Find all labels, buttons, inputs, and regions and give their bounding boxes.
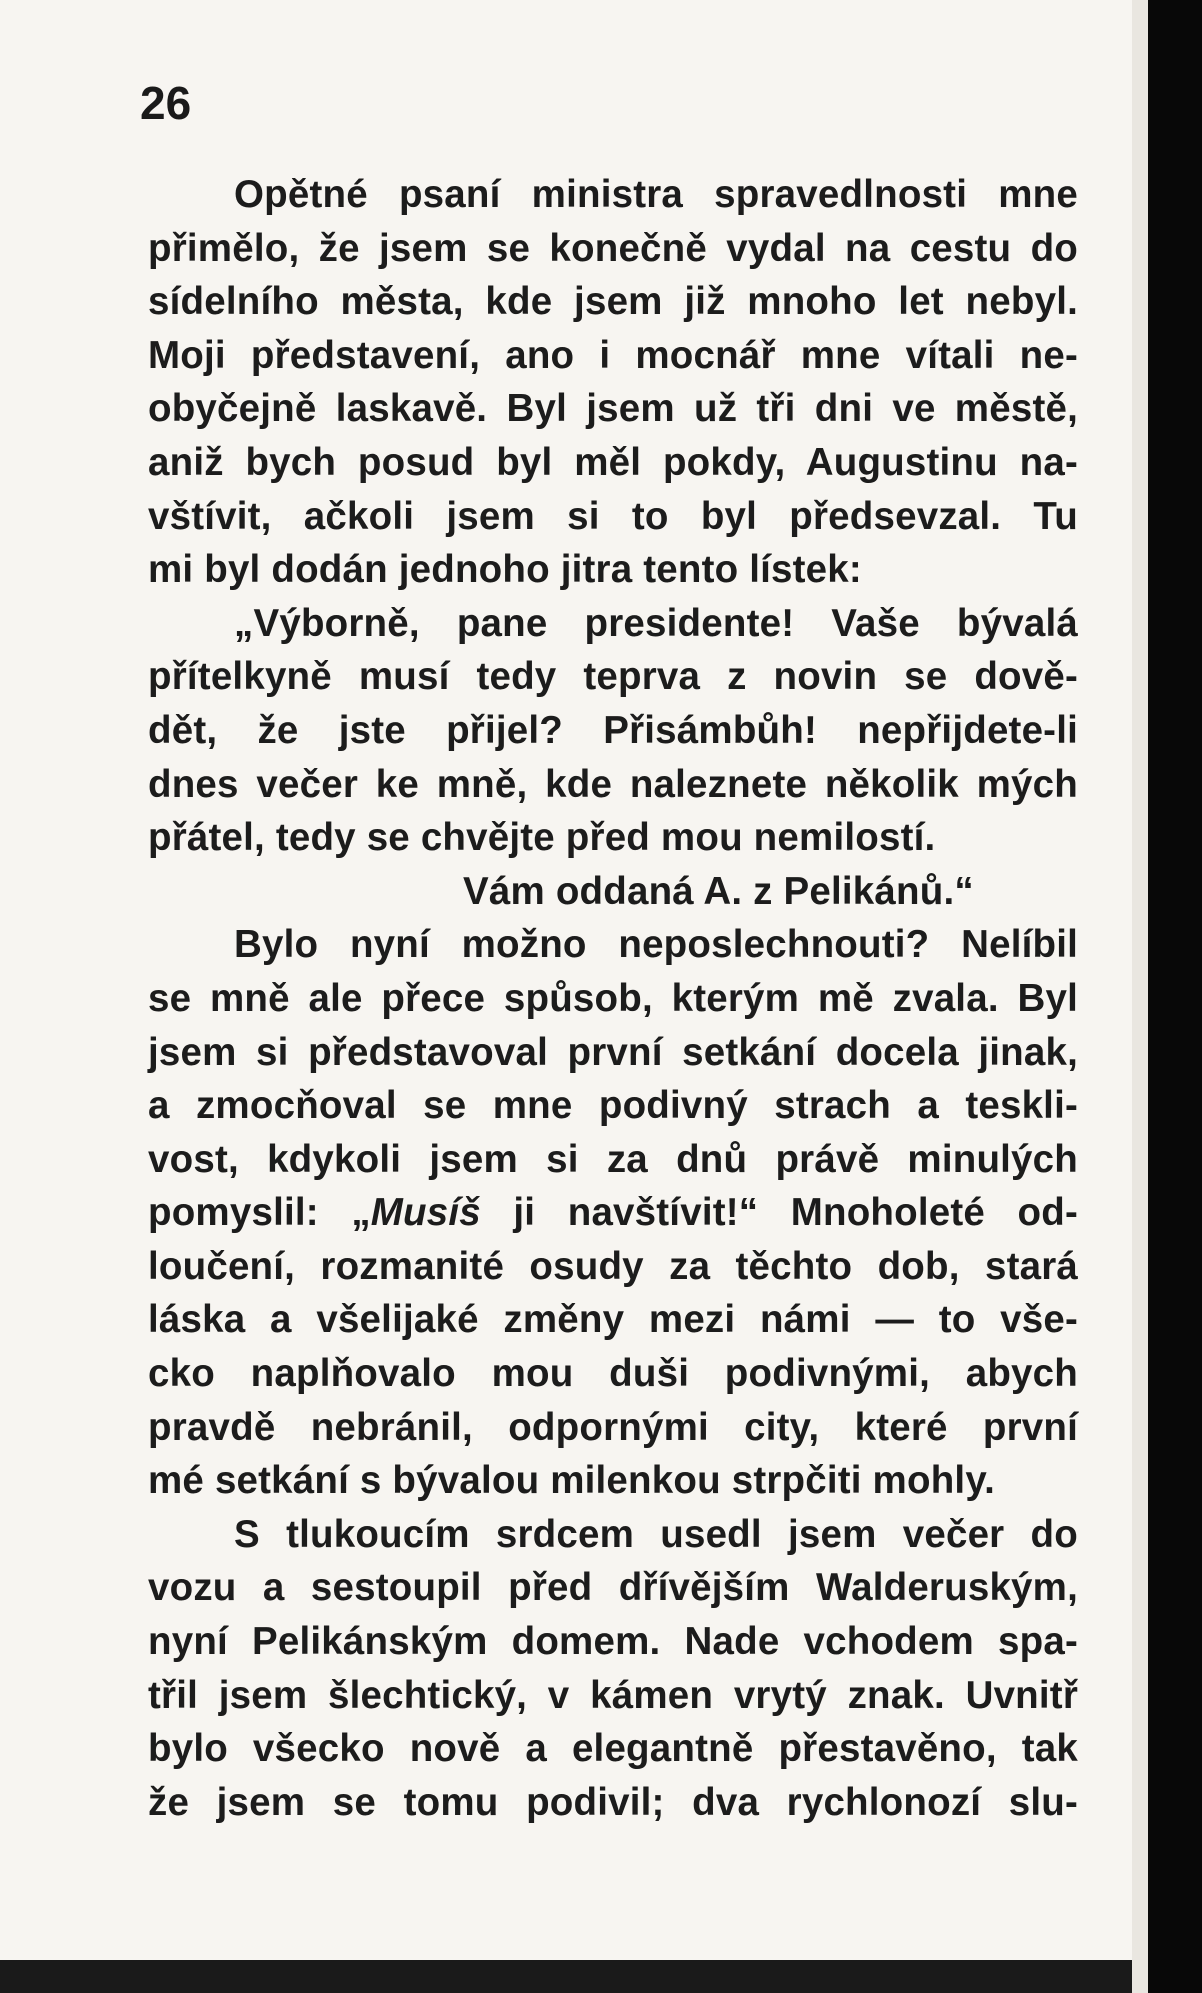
text-line: „Výborně, pane presidente! Vaše bývalá xyxy=(234,601,1078,645)
text-line: láska a všelijaké změny mezi námi — to vše- xyxy=(148,1298,1078,1342)
italic-text: Musíš xyxy=(370,1191,481,1235)
text-line: přimělo, že jsem se konečně vydal na cestu do xyxy=(148,226,1078,270)
text-line: přítelkyně musí tedy teprva z novin se dově- xyxy=(148,655,1078,699)
text-line: mi byl dodán jednoho jitra tento lístek: xyxy=(148,548,862,592)
text-line: Bylo nyní možno neposlechnouti? Nelíbil xyxy=(234,923,1078,967)
text-line: jsem si představoval první setkání docela jinak, xyxy=(148,1030,1078,1074)
text-segment: ji navštívit!“ Mnoholeté od- xyxy=(480,1191,1078,1235)
text-line: dět, že jste přijel? Přisámbůh! nepřijdete-li xyxy=(148,708,1078,752)
text-line: nyní Pelikánským domem. Nade vchodem spa- xyxy=(148,1620,1078,1664)
text-line: vost, kdykoli jsem si za dnů právě minulých xyxy=(148,1137,1078,1181)
page-number: 26 xyxy=(140,77,192,129)
text-line: aniž bych posud byl měl pokdy, Augustinu na- xyxy=(148,440,1078,484)
text-line: třil jsem šlechtický, v kámen vrytý znak. Uvnitř xyxy=(148,1673,1078,1717)
text-line: bylo všecko nově a elegantně přestavěno, tak xyxy=(148,1727,1078,1771)
text-line: S tlukoucím srdcem usedl jsem večer do xyxy=(234,1512,1078,1556)
text-line: přátel, tedy se chvějte před mou nemilostí. xyxy=(148,816,936,860)
text-line: mé setkání s bývalou milenkou strpčiti mohly. xyxy=(148,1459,995,1503)
text-line: vozu a sestoupil před dřívějším Walderuským, xyxy=(148,1566,1078,1610)
text-line: Opětné psaní ministra spravedlnosti mne xyxy=(234,173,1078,216)
text-line: dnes večer ke mně, kde naleznete několik mých xyxy=(148,762,1078,806)
page-edge xyxy=(1132,0,1148,1993)
text-line: a zmocňoval se mne podivný strach a teskli- xyxy=(148,1084,1078,1128)
body-text xyxy=(148,168,1078,1829)
text-line: sídelního města, kde jsem již mnoho let nebyl. xyxy=(148,280,1078,324)
scan-border xyxy=(1148,0,1202,1993)
text-line: cko naplňovalo mou duši podivnými, abych xyxy=(148,1352,1078,1396)
text-line: že jsem se tomu podivil; dva rychlonozí slu- xyxy=(148,1780,1078,1824)
text-line: vštívit, ačkoli jsem si to byl předsevzal. Tu xyxy=(148,494,1078,538)
text-line: Moji představení, ano i mocnář mne vítali ne- xyxy=(148,333,1078,377)
text-line: obyčejně laskavě. Byl jsem už tři dni ve městě, xyxy=(148,387,1078,431)
text-line: loučení, rozmanité osudy za těchto dob, stará xyxy=(148,1244,1078,1288)
scan-bottom-border xyxy=(0,1960,1132,1993)
text-line: se mně ale přece spůsob, kterým mě zvala. Byl xyxy=(148,976,1078,1020)
text-line xyxy=(148,1186,1078,1240)
text-line: pravdě nebránil, odpornými city, které první xyxy=(148,1405,1078,1449)
signature-line: Vám oddaná A. z Pelikánů.“ xyxy=(463,869,974,913)
text-segment: pomyslil: „ xyxy=(148,1191,371,1235)
